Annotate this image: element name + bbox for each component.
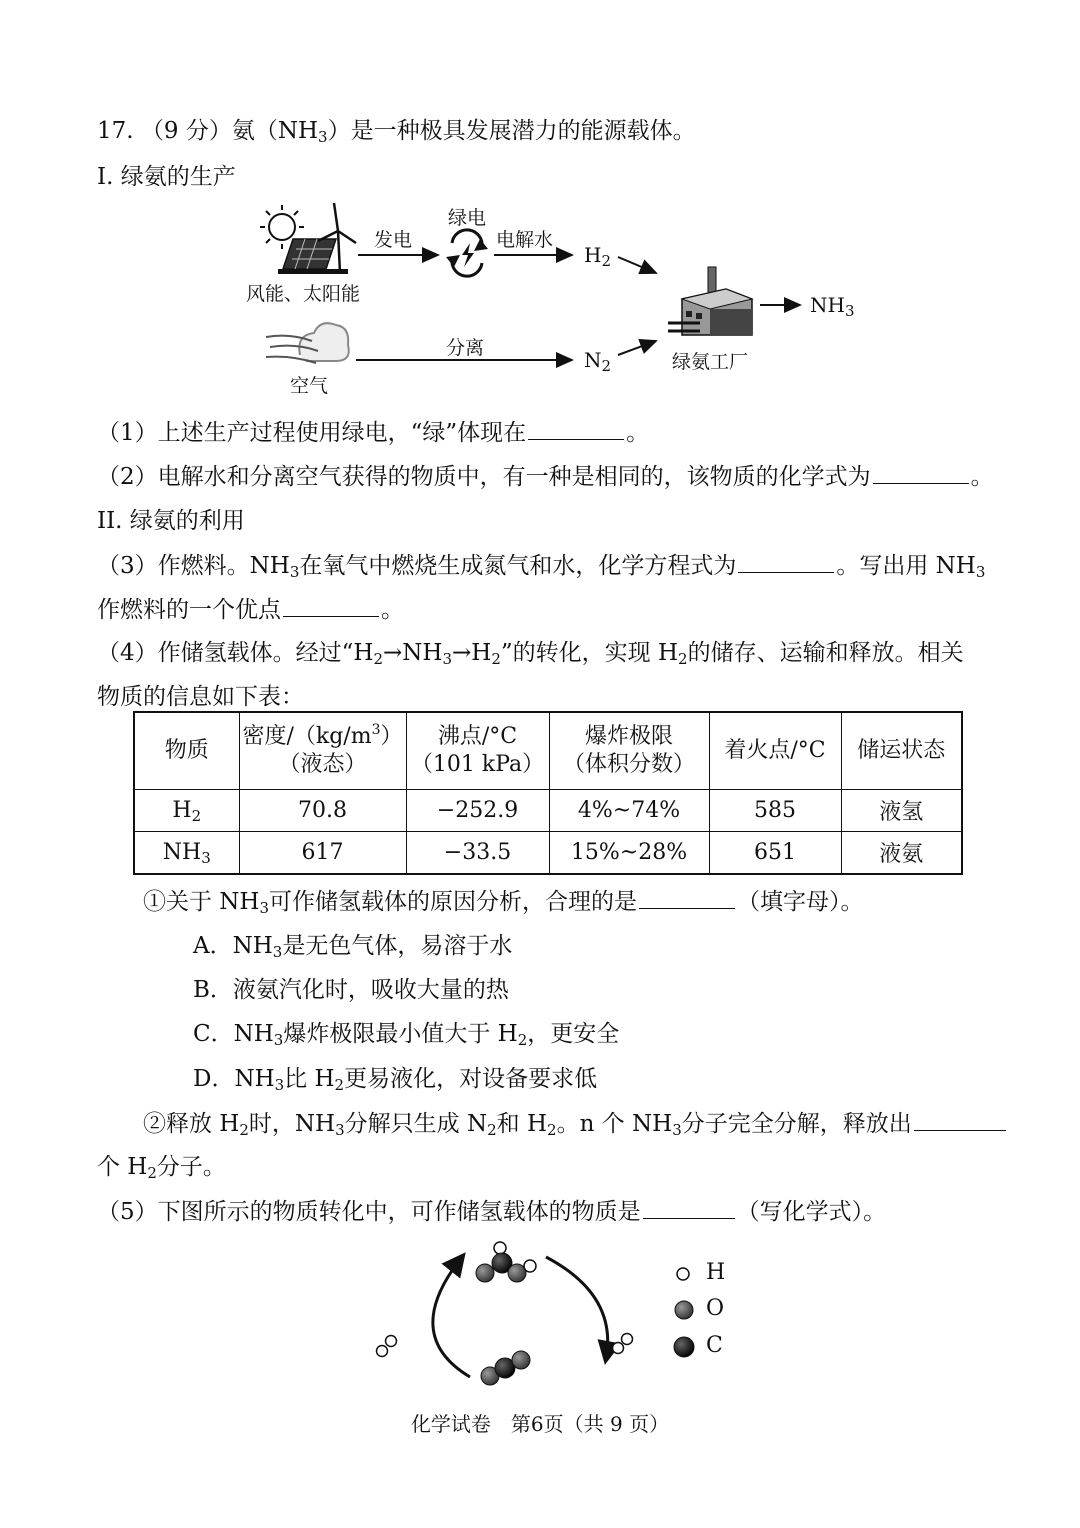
- cell-boiling-point: −33.5: [406, 832, 549, 875]
- air-wind-icon: [266, 323, 349, 363]
- molecule-cycle-diagram: [0, 1235, 1080, 1405]
- cell-boiling-point: −252.9: [406, 790, 549, 832]
- question-1: （1）上述生产过程使用绿电，“绿”体现在 。: [97, 415, 649, 450]
- header-substance: 物质: [134, 712, 239, 790]
- legend-o-label: O: [706, 1296, 725, 1321]
- question-5: （5）下图所示的物质转化中，可作储氢载体的物质是 （写化学式）。: [97, 1194, 886, 1229]
- question-number: 17.: [97, 118, 134, 144]
- question-17-title: 17. （9 分）氨$(NH_3)$是一种极具发展潜力的能源载体。: [97, 118, 696, 146]
- question-4: （4）作储氢载体。经过“$H_2\to NH_3\to H_2$”的转化，实现 $H_2$的储存、运输和释放。相关: [97, 640, 964, 668]
- cell-explosion-limit: 15%~28%: [549, 832, 709, 875]
- header-ignition-point: 着火点/°C: [709, 712, 841, 790]
- question-2: （2）电解水和分离空气获得的物质中，有一种是相同的，该物质的化学式为 。: [97, 459, 994, 494]
- answer-blank-5[interactable]: [643, 1194, 735, 1219]
- header-storage-state: 储运状态: [841, 712, 962, 790]
- question-3-cont: 作燃料的一个优点 。: [97, 592, 404, 627]
- molecule-h2-left: [377, 1336, 397, 1357]
- cycle-arrow-left: [433, 1257, 470, 1377]
- label-wind-solar: 风能、太阳能: [246, 283, 361, 305]
- table-row: [134, 790, 962, 832]
- answer-blank-2[interactable]: [873, 459, 969, 484]
- question-3: （3）作燃料。$NH_3$在氧气中燃烧生成氮气和水，化学方程式为 。写出用 $NH_3$: [97, 548, 985, 583]
- molecule-bottom: [481, 1351, 530, 1385]
- label-separate: 分离: [446, 337, 485, 359]
- legend-c-atom: [674, 1337, 694, 1357]
- header-boiling-point: 沸点/°C （101 kPa）: [406, 712, 549, 790]
- label-electrolysis: 电解水: [496, 229, 554, 251]
- table-row: [134, 832, 962, 875]
- label-green-power: 绿电: [448, 207, 487, 229]
- cell-ignition-point: 585: [709, 790, 841, 832]
- cell-explosion-limit: 4%~74%: [549, 790, 709, 832]
- question-4-2: ②释放 $H_2$时，$NH_3$分解只生成 $N_2$和 $H_2$。n 个 $NH_3$分子完全分解，释放出: [143, 1106, 1008, 1141]
- question-score: （9 分）: [140, 118, 232, 144]
- arrow-n2-factory: [618, 341, 656, 355]
- option-c: C．$NH_3$爆炸极限最小值大于 $H_2$，更安全: [193, 1021, 620, 1049]
- label-factory: 绿氨工厂: [672, 351, 749, 373]
- cell-density: 617: [239, 832, 406, 875]
- cell-storage-state: 液氢: [841, 790, 962, 832]
- header-density: 密度$/(kg/m^3)$ （液态）: [239, 712, 406, 790]
- cell-storage-state: 液氨: [841, 832, 962, 875]
- answer-blank-3b[interactable]: [283, 592, 379, 617]
- recycle-power-icon: [446, 230, 488, 276]
- cycle-arrow-right: [546, 1257, 608, 1359]
- label-h2: $H_2$: [584, 243, 611, 270]
- question-4-2-cont: 个 $H_2$分子。: [97, 1154, 226, 1182]
- table-header-row: [134, 712, 962, 790]
- cell-ignition-point: 651: [709, 832, 841, 875]
- header-explosion-limit: 爆炸极限 （体积分数）: [549, 712, 709, 790]
- answer-blank-4-1[interactable]: [639, 884, 735, 909]
- legend-o-atom: [675, 1301, 693, 1319]
- label-generate: 发电: [374, 229, 413, 251]
- cell-substance: $H_2$: [134, 790, 239, 832]
- section-1-title: I. 绿氨的生产: [97, 164, 236, 190]
- option-b: B．液氨汽化时，吸收大量的热: [193, 977, 509, 1003]
- label-air: 空气: [290, 375, 329, 397]
- legend-h-atom: [677, 1268, 689, 1280]
- molecule-top: [476, 1242, 536, 1282]
- cell-substance: $NH_3$: [134, 832, 239, 875]
- substance-info-table: [133, 711, 963, 875]
- label-nh3: $NH_3$: [810, 293, 855, 320]
- label-n2: $N_2$: [584, 348, 612, 375]
- section-2-title: II. 绿氨的利用: [97, 508, 245, 534]
- arrow-h2-factory: [618, 257, 656, 273]
- answer-blank-4-2[interactable]: [914, 1106, 1006, 1131]
- molecule-h2-right: [613, 1334, 633, 1354]
- question-4-1: ①关于 $NH_3$可作储氢载体的原因分析，合理的是 （填字母）。: [143, 884, 864, 919]
- question-4-cont: 物质的信息如下表：: [97, 684, 304, 710]
- option-a: A．$NH_3$是无色气体，易溶于水: [193, 933, 513, 961]
- cell-density: 70.8: [239, 790, 406, 832]
- answer-blank-1[interactable]: [528, 415, 624, 440]
- legend-h-label: H: [706, 1260, 726, 1285]
- green-ammonia-production-diagram: [0, 195, 1080, 405]
- page-footer: 化学试卷 第6页（共 9 页）: [410, 1412, 670, 1436]
- factory-icon: [668, 267, 752, 335]
- option-d: D．$NH_3$比 $H_2$更易液化，对设备要求低: [193, 1066, 598, 1094]
- legend-c-label: C: [706, 1333, 723, 1358]
- answer-blank-3a[interactable]: [738, 548, 834, 573]
